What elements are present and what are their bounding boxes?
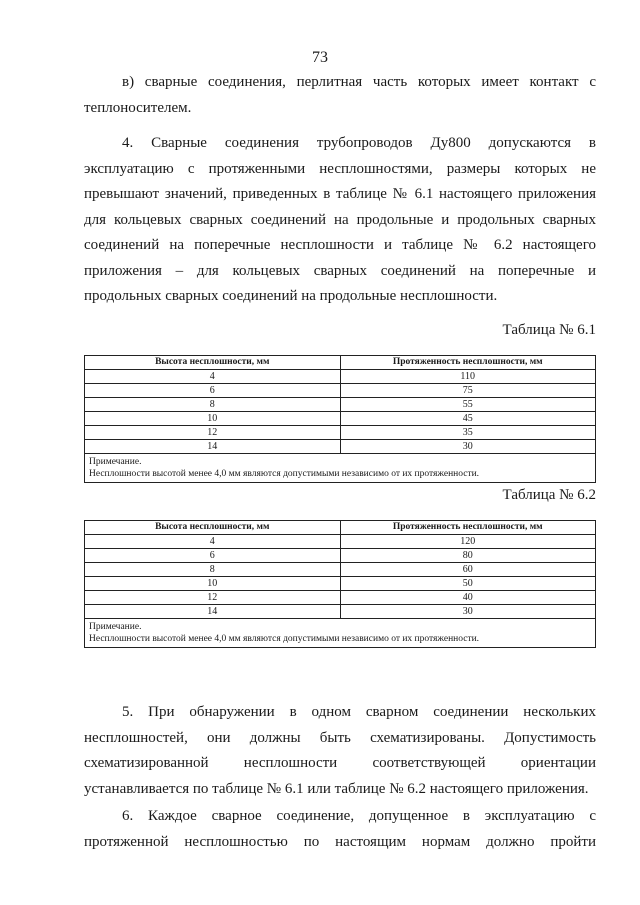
table-row	[85, 577, 596, 591]
table-row	[85, 412, 596, 426]
table-row	[85, 384, 596, 398]
table-cell: 10	[85, 412, 341, 426]
paragraph-6	[84, 804, 596, 855]
table-cell: 14	[85, 440, 341, 454]
table-cell: 12	[85, 426, 341, 440]
note-title: Примечание.	[89, 457, 142, 467]
paragraph-item-v	[84, 70, 596, 121]
page-number: 73	[312, 49, 328, 66]
table-cell: 4	[85, 370, 341, 384]
table-row	[85, 549, 596, 563]
table-cell: 4	[85, 535, 341, 549]
paragraph-line: превышают значений, приведенных в таблице № 6.1 настоящего приложения	[84, 186, 596, 202]
table-cell: 30	[340, 605, 596, 619]
paragraph-line: устанавливается по таблице № 6.1 или таблице № 6.2 настоящего приложения.	[84, 780, 589, 797]
paragraph-line: 4. Сварные соединения трубопроводов Ду800 допускаются в	[122, 135, 596, 151]
table-cell: 45	[340, 412, 596, 426]
table-cell: 60	[340, 563, 596, 577]
paragraph-line: соединений на поперечные несплошности и таблице № 6.2 настоящего	[84, 237, 596, 253]
paragraph-line: приложения – для кольцевых сварных соединений на поперечные и	[84, 262, 596, 279]
note-text: Несплошности высотой менее 4,0 мм являются допустимыми независимо от их протяженности.	[89, 634, 480, 644]
table-row	[85, 535, 596, 549]
table-row	[85, 426, 596, 440]
table-caption-6-1: Таблица № 6.1	[502, 322, 596, 338]
table-note-row	[85, 619, 596, 648]
table-row	[85, 398, 596, 412]
table-note	[85, 619, 596, 648]
table-row	[85, 440, 596, 454]
table-cell: 6	[85, 549, 341, 563]
table-caption-6-2: Таблица № 6.2	[502, 487, 596, 503]
table-cell: 55	[340, 398, 596, 412]
column-header-height: Высота несплошности, мм	[85, 521, 341, 535]
table-header-row	[85, 356, 596, 370]
table-header-row	[85, 521, 596, 535]
paragraph-line: эксплуатацию с протяженными несплошностями, размеры которых не	[84, 160, 596, 177]
paragraph-line: в) сварные соединения, перлитная часть которых имеет контакт с	[122, 74, 596, 90]
table-6-2	[84, 520, 596, 648]
note-text: Несплошности высотой менее 4,0 мм являются допустимыми независимо от их протяженности.	[89, 469, 480, 479]
paragraph-line: теплоносителем.	[84, 99, 192, 116]
paragraph-5	[84, 700, 596, 802]
note-title: Примечание.	[89, 622, 142, 632]
table-cell: 120	[340, 535, 596, 549]
table-cell: 8	[85, 563, 341, 577]
table-cell: 12	[85, 591, 341, 605]
table-cell: 6	[85, 384, 341, 398]
paragraph-4	[84, 131, 596, 310]
table-note	[85, 454, 596, 483]
paragraph-line: продольных сварных соединений на продольные несплошности.	[84, 288, 498, 304]
table-row	[85, 591, 596, 605]
table-row	[85, 563, 596, 577]
table-cell: 10	[85, 577, 341, 591]
paragraph-line: 6. Каждое сварное соединение, допущенное в эксплуатацию с	[122, 808, 596, 824]
paragraph-line: 5. При обнаружении в одном сварном соединении нескольких	[122, 704, 596, 720]
table-cell: 30	[340, 440, 596, 454]
column-header-height: Высота несплошности, мм	[85, 356, 341, 370]
paragraph-line: несплошностей, они должны быть схематизированы. Допустимость	[84, 729, 596, 746]
table-cell: 8	[85, 398, 341, 412]
table-cell: 110	[340, 370, 596, 384]
paragraph-line: протяженной несплошностью по настоящим нормам должно пройти	[84, 833, 596, 850]
paragraph-line: для кольцевых сварных соединений на продольные и продольных сварных	[84, 211, 596, 228]
table-row	[85, 605, 596, 619]
table-cell: 40	[340, 591, 596, 605]
table-row	[85, 370, 596, 384]
table-note-row	[85, 454, 596, 483]
table-cell: 80	[340, 549, 596, 563]
paragraph-line: схематизированной несплошности соответствующей ориентации	[84, 755, 596, 771]
table-cell: 75	[340, 384, 596, 398]
table-cell: 35	[340, 426, 596, 440]
table-cell: 14	[85, 605, 341, 619]
table-6-1	[84, 355, 596, 483]
table-cell: 50	[340, 577, 596, 591]
column-header-length: Протяженность несплошности, мм	[340, 356, 596, 370]
column-header-length: Протяженность несплошности, мм	[340, 521, 596, 535]
